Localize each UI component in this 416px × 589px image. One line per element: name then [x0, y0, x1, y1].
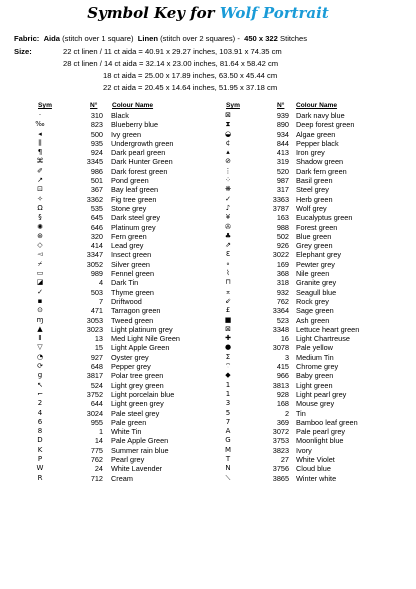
colour-name: Light Apple Green — [111, 343, 170, 353]
symbol-glyph: ◅ — [37, 250, 43, 259]
colour-name: Mouse grey — [296, 399, 335, 409]
colour-name: Ivory — [296, 445, 312, 455]
fabric-suffix-2: (stitch over 2 squares) - — [160, 34, 240, 43]
size-line-2: 28 ct linen / 14 ct aida = 32.14 x 23.00 inches, 81.64 x 58.42 cm — [63, 59, 279, 68]
colour-name: Nile green — [296, 269, 330, 279]
symbol-glyph: 4 — [37, 408, 43, 417]
colour-name: Pepper black — [296, 138, 339, 148]
colour-name: Tarragon green — [111, 306, 161, 316]
colour-name: Dark navy blue — [296, 111, 345, 120]
symbol-glyph: ⌔ — [224, 362, 232, 371]
colour-name: Light grey green — [111, 380, 164, 390]
colour-number: 3865 — [272, 473, 289, 483]
fabric-label: Fabric: — [14, 34, 40, 43]
colour-name: Pale steel grey — [111, 408, 160, 418]
colour-number: 924 — [90, 148, 103, 158]
symbol-glyph: ⌿ — [37, 259, 43, 268]
col-num-right: N° — [277, 102, 285, 109]
symbol-glyph: ▪ — [37, 296, 43, 305]
colour-name: Lead grey — [111, 241, 144, 251]
symbol-glyph: § — [38, 213, 42, 222]
colour-name: Light platinum grey — [111, 324, 173, 334]
colour-name: Pale pearl grey — [296, 427, 346, 437]
colour-number: 3363 — [272, 194, 289, 204]
colour-number: 523 — [276, 315, 289, 325]
colour-number: 3024 — [86, 408, 103, 418]
colour-number: 3052 — [86, 259, 103, 269]
colour-number: 3753 — [272, 436, 289, 446]
symbol-glyph: ⊡ — [37, 185, 43, 194]
symbol-glyph: D — [37, 436, 43, 445]
title-main: Symbol Key for — [87, 4, 220, 22]
colour-name: Winter white — [296, 473, 337, 483]
symbol-glyph: ⫼ — [38, 138, 42, 147]
symbol-glyph: ◇ — [37, 241, 43, 250]
symbol-glyph: ⟍ — [225, 473, 231, 482]
colour-number: 317 — [276, 185, 289, 195]
colour-name: Medium Tin — [296, 352, 334, 362]
col-name-left: Colour Name — [112, 102, 154, 109]
symbol-glyph: Σ — [225, 352, 231, 361]
colour-number: 319 — [276, 157, 289, 167]
colour-name: Light pearl grey — [296, 389, 347, 399]
symbol-glyph: ⁘ — [225, 176, 231, 185]
colour-name: Pepper grey — [111, 362, 151, 372]
symbol-glyph: A — [225, 427, 231, 436]
colour-number: 15 — [94, 343, 103, 353]
size-line-4: 22 ct aida = 20.45 x 14.64 inches, 51.95 x 37.18 cm — [103, 83, 278, 92]
colour-name: Platinum grey — [111, 222, 156, 232]
colour-name: Pale Apple Green — [111, 436, 169, 446]
colour-number: 935 — [90, 138, 103, 148]
colour-name: Shadow green — [296, 157, 344, 167]
colour-name: Baby green — [296, 371, 334, 381]
colour-number: 989 — [90, 269, 103, 279]
colour-number: 3787 — [272, 203, 289, 213]
symbol-glyph: ⋮ — [224, 166, 232, 175]
colour-name: Stone grey — [111, 203, 147, 213]
colour-number: 13 — [94, 334, 103, 344]
symbol-glyph: ⊙ — [37, 306, 43, 315]
fabric-line — [14, 34, 307, 44]
symbol-glyph: N — [225, 464, 231, 473]
colour-number: 413 — [276, 148, 289, 158]
colour-number: 2 — [284, 408, 289, 418]
colour-name: Basil green — [296, 176, 333, 186]
colour-name: Driftwood — [111, 296, 142, 306]
symbol-glyph: 6 — [37, 417, 43, 426]
colour-number: 3078 — [272, 343, 289, 353]
colour-number: 368 — [276, 269, 289, 279]
colour-name: White Violet — [296, 454, 335, 464]
title-accent: Wolf Portrait — [219, 4, 329, 22]
colour-name: White Tin — [111, 427, 142, 437]
colour-number: 3345 — [86, 157, 103, 167]
colour-number: 414 — [90, 241, 103, 251]
colour-number: 524 — [90, 380, 103, 390]
symbol-glyph: ♣ — [224, 231, 232, 240]
symbol-glyph: ‰ — [35, 120, 45, 129]
col-num-left: N° — [90, 102, 98, 109]
colour-name: Oyster grey — [111, 352, 149, 362]
colour-name: Pale yellow — [296, 343, 333, 353]
symbol-glyph: ◔ — [36, 352, 44, 361]
symbol-glyph: ✚ — [225, 334, 231, 343]
symbol-glyph: T — [225, 454, 231, 463]
colour-number: 16 — [280, 334, 289, 344]
colour-number: 644 — [90, 399, 103, 409]
colour-number: 415 — [276, 362, 289, 372]
colour-number: 310 — [90, 111, 103, 120]
colour-number: 501 — [90, 176, 103, 186]
colour-name: Steel grey — [296, 185, 329, 195]
colour-name: Bamboo leaf green — [296, 417, 358, 427]
colour-name: Wolf grey — [296, 203, 327, 213]
colour-name: Dark fern green — [296, 166, 347, 176]
symbol-glyph: ✓ — [225, 194, 231, 203]
colour-name: Seagull blue — [296, 287, 337, 297]
symbol-glyph: ⇙ — [225, 296, 231, 305]
symbol-glyph: P — [37, 454, 43, 463]
colour-name: Dark pearl green — [111, 148, 166, 158]
symbol-glyph: ∘ — [225, 259, 231, 268]
symbol-glyph: ▲ — [37, 324, 43, 333]
symbol-glyph: ◒ — [224, 129, 232, 138]
colour-number: 318 — [276, 278, 289, 288]
colour-name: Light Chartreuse — [296, 334, 350, 344]
colour-name: Pearl grey — [111, 454, 145, 464]
colour-name: Tweed green — [111, 315, 154, 325]
colour-number: 988 — [276, 222, 289, 232]
symbol-glyph: ↖ — [37, 380, 43, 389]
colour-number: 932 — [276, 287, 289, 297]
colour-number: 939 — [276, 111, 289, 120]
colour-name: Dark Tin — [111, 278, 139, 288]
symbol-glyph: 7 — [225, 417, 231, 426]
symbol-glyph: ✐ — [37, 166, 43, 175]
symbol-glyph: ◂ — [38, 129, 42, 138]
colour-name: Pale green — [111, 417, 147, 427]
colour-number: 14 — [94, 436, 103, 446]
colour-number: 712 — [90, 473, 103, 483]
symbol-glyph: ✓ — [37, 287, 43, 296]
symbol-glyph: W — [36, 464, 44, 473]
colour-name: Cloud blue — [296, 464, 331, 474]
colour-name: Fennel green — [111, 269, 155, 279]
colour-name: Sage green — [296, 306, 334, 316]
colour-name: Med Light Nile Green — [111, 334, 180, 344]
colour-number: 500 — [90, 129, 103, 139]
colour-number: 3752 — [86, 389, 103, 399]
colour-number: 471 — [90, 306, 103, 316]
symbol-glyph: 3 — [225, 399, 231, 408]
colour-name: Pond green — [111, 176, 149, 186]
colour-name: Dark forest green — [111, 166, 168, 176]
colour-name: Blue green — [296, 231, 332, 241]
stitches-label: Stitches — [280, 34, 308, 43]
symbol-glyph: £ — [225, 306, 231, 315]
symbol-glyph: Ⅱ — [38, 334, 42, 343]
symbol-glyph: ✇ — [225, 222, 231, 231]
symbol-glyph: 5 — [225, 408, 231, 417]
colour-name: Lettuce heart green — [296, 324, 360, 334]
symbol-glyph: ⌇ — [226, 269, 230, 278]
symbol-glyph: ⟳ — [37, 362, 43, 371]
colour-number: 646 — [90, 222, 103, 232]
colour-number: 955 — [90, 417, 103, 427]
symbol-glyph: ⇗ — [225, 241, 231, 250]
symbol-glyph: ▴ — [226, 148, 230, 157]
colour-name: Thyme green — [111, 287, 154, 297]
symbol-glyph: ⌅ — [225, 287, 231, 296]
col-sym-left: Sym — [38, 102, 52, 109]
symbol-glyph: · — [38, 111, 42, 119]
fabric-suffix-1: (stitch over 1 square) — [62, 34, 134, 43]
colour-number: 520 — [276, 166, 289, 176]
symbol-glyph: ■ — [224, 315, 232, 324]
colour-number: 3022 — [272, 250, 289, 260]
colour-name: Summer rain blue — [111, 445, 169, 455]
colour-number: 648 — [90, 362, 103, 372]
colour-number: 3823 — [272, 445, 289, 455]
colour-number: 890 — [276, 120, 289, 130]
colour-number: 3813 — [272, 380, 289, 390]
colour-name: Elephant grey — [296, 250, 342, 260]
colour-number: 320 — [90, 231, 103, 241]
colour-name: Black — [111, 111, 129, 120]
symbol-glyph: Ɛ — [225, 250, 231, 259]
colour-name: Light green — [296, 380, 333, 390]
colour-number: 762 — [276, 296, 289, 306]
colour-name: White Lavender — [111, 464, 163, 474]
symbol-glyph: ▽ — [37, 343, 43, 352]
size-line-1: 22 ct linen / 11 ct aida = 40.91 x 29.27 inches, 103.91 x 74.35 cm — [63, 47, 282, 56]
colour-number: 3072 — [272, 427, 289, 437]
colour-name: Dark steel grey — [111, 213, 161, 223]
colour-name: Algae green — [296, 129, 336, 139]
fabric-linen: Linen — [137, 34, 158, 43]
colour-name: Dark Hunter Green — [111, 157, 173, 167]
symbol-glyph: ⊛ — [37, 231, 43, 240]
colour-number: 3348 — [272, 324, 289, 334]
symbol-glyph: G — [225, 436, 231, 445]
colour-name: Moonlight blue — [296, 436, 344, 446]
symbol-glyph: ✺ — [37, 222, 43, 231]
colour-number: 927 — [90, 352, 103, 362]
colour-number: 369 — [276, 417, 289, 427]
symbol-glyph: Ω — [37, 203, 43, 212]
symbol-glyph: ¶ — [37, 148, 43, 157]
symbol-glyph: ¥ — [225, 213, 231, 222]
colour-name: Ivy green — [111, 129, 142, 139]
colour-name: Silver green — [111, 259, 150, 269]
colour-number: 3756 — [272, 464, 289, 474]
colour-name: Bay leaf green — [111, 185, 159, 195]
symbol-glyph: 2 — [37, 399, 43, 408]
colour-number: 502 — [276, 231, 289, 241]
symbol-glyph: ⊠ — [225, 324, 231, 333]
colour-number: 1 — [98, 427, 103, 437]
colour-name: Deep forest green — [296, 120, 355, 130]
colour-name: Grey green — [296, 241, 333, 251]
colour-number: 934 — [276, 129, 289, 139]
symbol-glyph: ● — [224, 343, 232, 352]
colour-name: Granite grey — [296, 278, 337, 288]
colour-name: Fern green — [111, 231, 147, 241]
symbol-glyph: K — [37, 445, 43, 454]
colour-number: 844 — [276, 138, 289, 148]
page-title — [0, 4, 416, 22]
symbol-glyph: ↗ — [37, 176, 43, 185]
symbol-glyph: ◪ — [36, 278, 44, 287]
colour-name: Chrome grey — [296, 362, 339, 372]
colour-number: 27 — [280, 454, 289, 464]
colour-name: Forest green — [296, 222, 338, 232]
colour-number: 3 — [284, 352, 289, 362]
colour-name: Iron grey — [296, 148, 325, 158]
colour-number: 926 — [276, 241, 289, 251]
colour-number: 762 — [90, 454, 103, 464]
symbol-glyph: ⊘ — [225, 157, 231, 166]
colour-number: 163 — [276, 213, 289, 223]
colour-name: Cream — [111, 473, 133, 483]
colour-name: Fig tree green — [111, 194, 157, 204]
colour-name: Insect green — [111, 250, 152, 260]
colour-number: 4 — [98, 278, 103, 288]
symbol-glyph: ¢ — [225, 138, 231, 147]
colour-number: 169 — [276, 259, 289, 269]
colour-name: Light green grey — [111, 399, 164, 409]
size-label: Size: — [14, 47, 32, 56]
symbol-glyph: ⌐ — [37, 389, 43, 398]
stitch-count: 450 x 322 — [244, 34, 278, 43]
colour-number: 168 — [276, 399, 289, 409]
colour-name: Rock grey — [296, 296, 329, 306]
colour-number: 966 — [276, 371, 289, 381]
col-name-right: Colour Name — [296, 102, 338, 109]
symbol-glyph: ▭ — [36, 269, 44, 278]
symbol-glyph: ✧ — [37, 194, 43, 203]
colour-number: 986 — [90, 166, 103, 176]
symbol-glyph: g — [37, 371, 43, 380]
symbol-glyph: ◆ — [225, 371, 231, 380]
colour-name: Herb green — [296, 194, 333, 204]
colour-name: Ash green — [296, 315, 330, 325]
colour-name: Polar tree green — [111, 371, 164, 381]
colour-name: Eucalyptus green — [296, 213, 353, 223]
colour-number: 7 — [98, 296, 103, 306]
colour-number: 775 — [90, 445, 103, 455]
symbol-glyph: 1 — [225, 389, 231, 398]
colour-number: 503 — [90, 287, 103, 297]
colour-name: Undergrowth green — [111, 138, 174, 148]
symbol-glyph: ❋ — [225, 185, 231, 194]
colour-number: 823 — [90, 120, 103, 130]
colour-name: Tin — [296, 408, 306, 418]
colour-number: 3053 — [86, 315, 103, 325]
symbol-glyph: ♪ — [225, 203, 231, 212]
colour-number: 928 — [276, 389, 289, 399]
symbol-glyph: R — [37, 473, 43, 482]
symbol-glyph: 1 — [225, 380, 231, 389]
symbol-glyph: ⧗ — [225, 120, 231, 129]
symbol-glyph: ⊓ — [225, 278, 231, 287]
colour-number: 3362 — [86, 194, 103, 204]
colour-number: 3023 — [86, 324, 103, 334]
symbol-glyph: 8 — [37, 427, 43, 436]
colour-name: Pewter grey — [296, 259, 335, 269]
colour-number: 535 — [90, 203, 103, 213]
colour-number: 987 — [276, 176, 289, 186]
fabric-aida: Aida — [43, 34, 61, 43]
colour-number: 645 — [90, 213, 103, 223]
symbol-glyph: M — [224, 445, 232, 454]
colour-name: Blueberry blue — [111, 120, 159, 130]
colour-number: 367 — [90, 185, 103, 195]
symbol-glyph: ɱ — [36, 315, 44, 324]
colour-number: 3817 — [86, 371, 103, 381]
col-sym-right: Sym — [226, 102, 240, 109]
symbol-glyph: ⌘ — [36, 157, 44, 166]
colour-number: 24 — [94, 464, 103, 474]
colour-name: Light porcelain blue — [111, 389, 175, 399]
colour-number: 3364 — [272, 306, 289, 316]
symbol-glyph: ⊠ — [225, 111, 231, 119]
colour-number: 3347 — [86, 250, 103, 260]
size-line-3: 18 ct aida = 25.00 x 17.89 inches, 63.50 x 45.44 cm — [103, 71, 278, 80]
